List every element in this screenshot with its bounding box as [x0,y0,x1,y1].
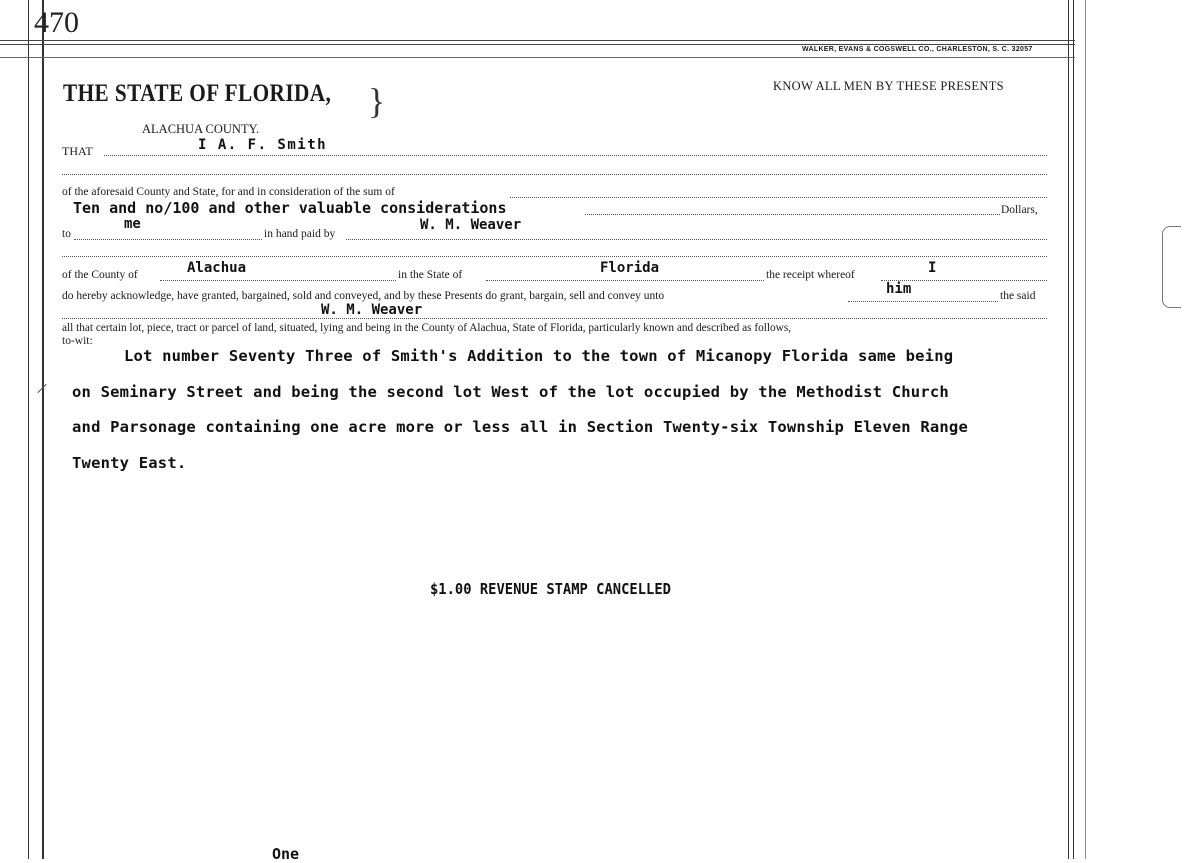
binder-hole-mark [1162,226,1181,308]
state-value: Florida [600,260,660,276]
top-rule-2 [0,44,1075,45]
dollars-label: Dollars, [1001,204,1038,216]
land-clause: all that certain lot, piece, tract or parcel of land, situated, lying and being in the County of Alachua, State of Florida, particularly known and described as follows, [62,322,792,334]
description-line-2: on Seminary Street and being the second lot West of the lot occupied by the Methodist Church [72,383,949,401]
acknowledgement-clause: do hereby acknowledge, have granted, bargained, sold and conveyed, and by these Presents do grant, bargain, sell and convey unto [62,290,665,302]
to-label: to [62,228,71,240]
know-all-men-heading: KNOW ALL MEN BY THESE PRESENTS [773,79,1004,93]
county-label: ALACHUA COUNTY. [142,122,260,136]
blank-leader-1 [62,174,1047,175]
sum-leader [585,214,1000,215]
right-margin-rule-outer [1068,0,1069,859]
revenue-stamp-note: $1.00 REVENUE STAMP CANCELLED [430,580,671,598]
to-value: me [124,216,141,232]
description-line-1: Lot number Seventy Three of Smith's Addition to the town of Micanopy Florida same being [124,347,954,365]
paid-by-label: in hand paid by [264,228,336,240]
receipt-label: the receipt whereof [766,269,855,281]
the-said-label: the said [1000,290,1036,302]
blank-leader-2 [62,256,1047,257]
consideration-sum: Ten and no/100 and other valuable considerations [73,199,507,217]
title-brace: } [368,81,386,121]
convey-to-value: him [886,281,912,297]
receipt-value: I [928,260,937,276]
consideration-leader [510,197,1047,198]
printer-imprint: WALKER, EVANS & COGSWELL CO., CHARLESTON, S. C. 32057 [802,46,1033,53]
footer-fragment: One [272,845,300,863]
right-margin-rule-inner [1073,0,1074,859]
paid-by-name: W. M. Weaver [420,217,522,233]
top-rule-1 [0,40,1075,41]
state-leader [486,280,764,281]
county-leader [160,280,396,281]
page-number: 470 [34,6,79,39]
to-wit-label: to-wit: [62,335,93,347]
description-line-3: and Parsonage containing one acre more or less all in Section Twenty-six Township Eleven Range [72,418,968,436]
to-leader [74,239,262,240]
description-line-4: Twenty East. [72,454,187,472]
convey-leader [848,301,998,302]
grantee-name: W. M. Weaver [321,302,423,318]
consideration-clause: of the aforesaid County and State, for and in consideration of the sum of [62,186,395,198]
in-state-label: in the State of [398,269,463,281]
grantee-leader [62,318,1047,319]
left-margin-rule-inner [42,0,44,859]
that-label: THAT [62,144,93,158]
county-of-label: of the County of [62,269,138,281]
that-leader [104,155,1047,156]
top-rule-3 [0,57,1075,58]
page-edge-rule [1085,0,1086,859]
grantor-name: I A. F. Smith [198,137,328,153]
county-value: Alachua [187,260,247,276]
document-title: THE STATE OF FLORIDA, [63,80,332,107]
left-margin-rule-outer [28,0,29,859]
paid-by-leader [346,239,1047,240]
